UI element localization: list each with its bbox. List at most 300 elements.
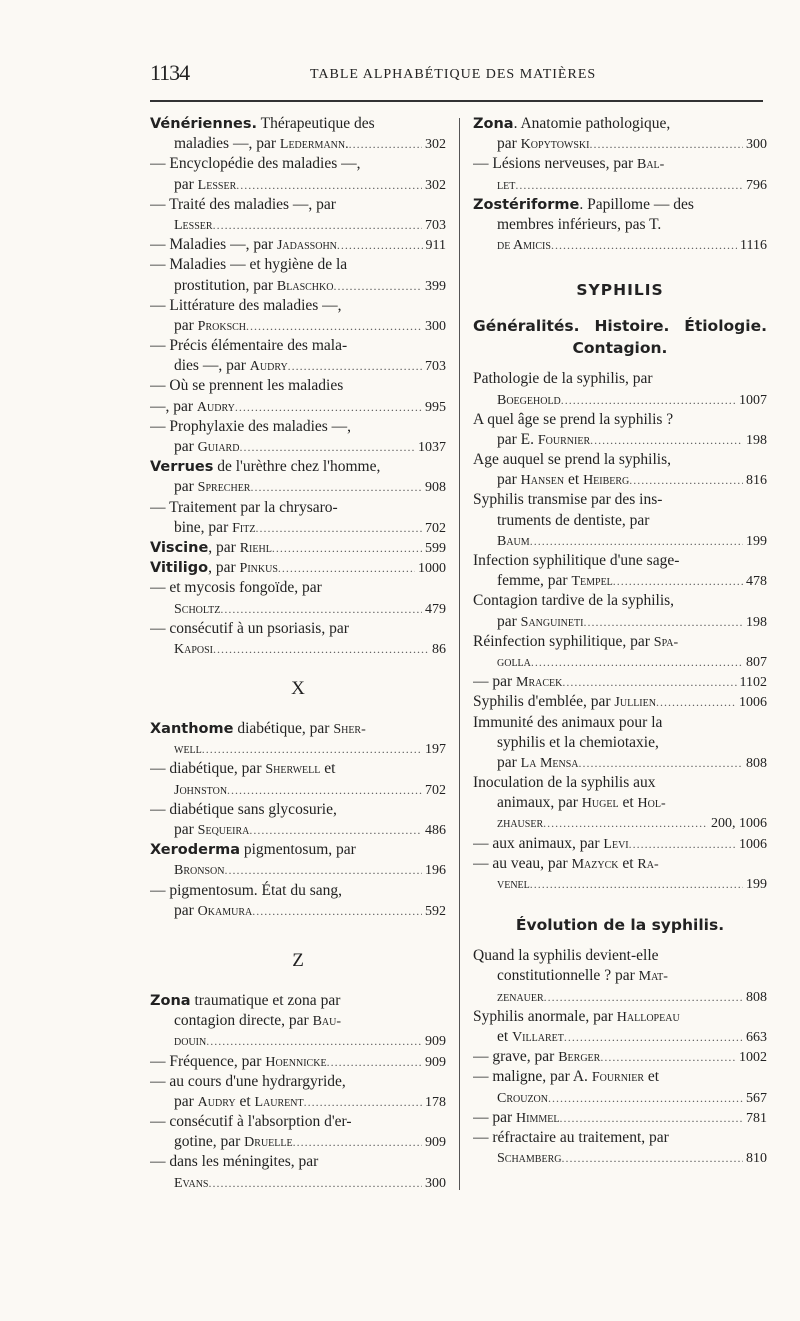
index-line <box>473 1128 767 1148</box>
entry-text: par <box>497 612 521 630</box>
author-name: Audry <box>249 359 288 375</box>
author-name: Fournier <box>591 1070 645 1086</box>
subheading <box>473 315 767 337</box>
index-line <box>150 901 446 921</box>
entry-text: — réfractaire au traitement, par <box>473 1128 669 1146</box>
index-line <box>473 490 767 510</box>
author-name: Mazyck <box>571 856 619 872</box>
index-line <box>150 437 446 457</box>
entry-label <box>174 901 252 921</box>
entry-text: Inoculation de la syphilis aux <box>473 774 656 792</box>
entry-text: par <box>497 135 521 153</box>
entry-text: par <box>497 471 521 489</box>
entry-label <box>174 599 220 619</box>
page-reference: 399 <box>425 278 446 294</box>
index-line <box>150 397 446 417</box>
author-name: Boegehold <box>497 392 561 408</box>
index-line <box>150 175 446 195</box>
entry-label <box>150 538 272 558</box>
author-name: Johnston <box>174 782 228 798</box>
entry-text: femme, par <box>497 572 572 590</box>
author-name: Jadassohn <box>276 238 337 254</box>
author-name: Proksch <box>197 318 247 334</box>
entry-text: — Maladies — et hygiène de la <box>150 256 348 274</box>
page-reference: 663 <box>746 1029 767 1045</box>
running-title: TABLE ALPHABÉTIQUE DES MATIÈRES <box>310 67 597 82</box>
entry-text: — diabétique, par <box>150 760 266 778</box>
page-reference: 592 <box>425 903 446 919</box>
entry-label <box>497 813 543 833</box>
page-reference: 1116 <box>740 238 767 254</box>
author-name: well <box>174 742 202 758</box>
index-line <box>473 946 767 966</box>
headword: Zostériforme <box>473 196 580 213</box>
author-name: Berger <box>558 1050 601 1066</box>
entry-text: —, par <box>150 397 197 415</box>
headword: Xanthome <box>150 721 234 738</box>
left-column <box>150 114 446 1193</box>
index-line <box>473 692 767 712</box>
author-name: Himmel <box>516 1110 560 1126</box>
entry-text: prostitution, par <box>174 276 277 294</box>
author-name: zhauser <box>497 816 544 832</box>
page-reference: 810 <box>746 1151 767 1167</box>
author-name: Fitz <box>232 520 256 536</box>
author-name: Hugel <box>581 796 619 812</box>
index-line <box>473 1047 767 1067</box>
entry-text: par <box>174 901 198 919</box>
author-name: Mat- <box>638 969 668 985</box>
index-line <box>150 134 446 154</box>
entry-label <box>174 1031 206 1051</box>
entry-text: — par <box>473 1108 517 1126</box>
index-line <box>150 276 446 296</box>
entry-text: — diabétique sans glycosurie, <box>150 800 337 818</box>
entry-text: par <box>497 753 521 771</box>
author-name: Baum <box>497 533 530 549</box>
author-name: Ledermann. <box>279 137 349 153</box>
entry-label <box>497 571 613 591</box>
entry-text: — Traité des maladies —, par <box>150 195 336 213</box>
index-line <box>473 773 767 793</box>
entry-text: maladies —, par <box>174 135 280 153</box>
entry-text: . Papillome — des <box>579 195 694 213</box>
dot-leader <box>531 652 743 672</box>
index-line <box>473 713 767 733</box>
entry-text: — maligne, par A. <box>473 1068 592 1086</box>
entry-label <box>473 1047 600 1067</box>
dot-leader <box>600 1047 736 1067</box>
entry-text: Contagion tardive de la syphilis, <box>473 592 675 610</box>
section-title: SYPHILIS <box>576 281 664 300</box>
entry-label <box>497 652 531 672</box>
author-name: Guiard <box>197 440 240 455</box>
author-name: Heiberg <box>583 473 630 489</box>
author-name: Riehl <box>239 540 272 556</box>
entry-label <box>174 276 333 296</box>
index-line <box>473 430 767 450</box>
dot-leader <box>246 316 422 336</box>
subheading-word: Généralités. <box>473 317 580 336</box>
entry-text: Quand la syphilis devient-elle <box>473 947 659 965</box>
index-line <box>150 860 446 880</box>
page-reference: 908 <box>425 480 446 496</box>
author-name: Kaposi <box>174 641 214 657</box>
entry-text: , par <box>208 559 240 577</box>
entry-label <box>174 1173 209 1193</box>
entry-text: Syphilis transmise par des ins- <box>473 491 663 509</box>
index-line <box>473 652 767 672</box>
index-line <box>473 834 767 854</box>
index-line <box>150 1092 446 1112</box>
entry-label <box>174 175 236 195</box>
entry-label <box>497 1088 548 1108</box>
subheading: Évolution de la syphilis. <box>515 916 725 935</box>
index-line <box>473 470 767 490</box>
entry-label <box>174 215 213 235</box>
entry-text: — Traitement par la chrysaro- <box>150 498 338 516</box>
index-line <box>150 780 446 800</box>
index-line <box>150 800 446 820</box>
headword: Verrues <box>150 459 214 476</box>
page-reference: 703 <box>425 359 446 375</box>
dot-leader <box>629 834 736 854</box>
index-line <box>150 1031 446 1051</box>
page-reference: 1006 <box>739 695 767 711</box>
index-line <box>473 632 767 652</box>
page-number: 1134 <box>150 60 190 85</box>
entry-text: dies —, par <box>174 357 250 375</box>
author-name: Hallopeau <box>616 1009 680 1025</box>
column-divider <box>459 118 460 1190</box>
index-line <box>150 376 446 396</box>
author-name: Laurent <box>254 1094 304 1110</box>
entry-label <box>174 477 250 497</box>
author-name: Schamberg <box>497 1151 562 1167</box>
index-line <box>150 1173 446 1193</box>
author-name: Bal- <box>637 157 665 173</box>
page-reference: 808 <box>746 989 767 1005</box>
dot-leader <box>560 1108 744 1128</box>
entry-text: et <box>618 854 638 872</box>
page-reference: 300 <box>425 318 446 334</box>
entry-label <box>174 739 202 759</box>
spacer <box>473 305 767 315</box>
entry-label <box>497 390 561 410</box>
entry-label <box>174 518 255 538</box>
dot-leader <box>250 477 422 497</box>
dot-leader <box>249 820 422 840</box>
index-line <box>473 450 767 470</box>
author-name: La Mensa <box>520 755 579 771</box>
index-line <box>150 599 446 619</box>
entry-text: Syphilis d'emblée, par <box>473 693 615 711</box>
author-name: Bronson <box>174 863 225 879</box>
page-reference: 702 <box>425 520 446 536</box>
page-reference: 1006 <box>739 836 767 852</box>
entry-text: — Littérature des maladies —, <box>150 296 342 314</box>
header-rule <box>150 100 763 102</box>
headword: Vitiligo <box>150 560 209 577</box>
index-line <box>150 1011 446 1031</box>
entry-text: contagion directe, par <box>174 1012 313 1030</box>
headword-line <box>150 558 446 578</box>
index-line <box>150 1132 446 1152</box>
author-name: let <box>497 177 516 193</box>
headword-line <box>150 114 446 134</box>
index-line <box>473 390 767 410</box>
page-reference: 1000 <box>418 561 446 577</box>
dot-leader <box>530 531 743 551</box>
dot-leader <box>220 599 422 619</box>
entry-label <box>174 356 288 376</box>
dot-leader <box>579 753 743 773</box>
spacer <box>473 359 767 369</box>
author-name: Scholtz <box>174 601 221 617</box>
entry-text: — pigmentosum. État du sang, <box>150 881 343 899</box>
spacer <box>150 709 446 719</box>
page-reference: 1102 <box>739 675 767 691</box>
dot-leader <box>561 1148 743 1168</box>
index-line <box>150 215 446 235</box>
author-name: douin <box>174 1034 207 1050</box>
page-reference: 911 <box>425 238 446 254</box>
entry-text: par <box>174 316 198 334</box>
page-reference: 86 <box>432 641 446 657</box>
entry-label <box>497 470 629 490</box>
headword-line <box>473 114 767 134</box>
index-line <box>150 477 446 497</box>
author-name: Levi <box>603 836 629 852</box>
author-name: Druelle <box>244 1135 293 1151</box>
entry-text: Thérapeutique des <box>257 115 375 132</box>
page-reference: 807 <box>746 654 767 670</box>
entry-text: animaux, par <box>497 794 582 812</box>
author-name: Ra- <box>637 856 659 872</box>
dot-leader <box>236 175 422 195</box>
entry-text: — et mycosis fongoïde, par <box>150 579 322 597</box>
entry-text: — Prophylaxie des maladies —, <box>150 417 352 435</box>
page-reference: 302 <box>425 177 446 193</box>
entry-text: constitutionnelle ? par <box>497 967 639 985</box>
index-line <box>473 987 767 1007</box>
entry-label <box>174 780 227 800</box>
page-reference: 197 <box>425 742 446 758</box>
index-line <box>473 672 767 692</box>
author-name: Sprecher <box>197 480 251 496</box>
dot-leader <box>530 874 743 894</box>
spacer <box>150 921 446 941</box>
entry-text: par E. <box>497 430 538 448</box>
dot-leader <box>629 470 743 490</box>
entry-text: — Encyclopédie des maladies —, <box>150 155 361 173</box>
page-reference: 816 <box>746 473 767 489</box>
page-reference: 199 <box>746 533 767 549</box>
index-line <box>150 881 446 901</box>
index-line <box>150 1072 446 1092</box>
headword-line <box>150 719 446 739</box>
spacer <box>473 255 767 275</box>
index-line <box>150 619 446 639</box>
page-reference: 200, 1006 <box>711 816 767 832</box>
author-name: Mracek <box>516 675 563 691</box>
index-line <box>473 874 767 894</box>
entry-label <box>497 1148 561 1168</box>
page-reference: 995 <box>425 399 446 415</box>
author-name: Fournier <box>537 432 591 448</box>
entry-text: — consécutif à un psoriasis, par <box>150 619 349 637</box>
spacer <box>150 659 446 669</box>
entry-text: — dans les méningites, par <box>150 1153 319 1171</box>
page-reference: 486 <box>425 823 446 838</box>
entry-text: et <box>644 1068 660 1086</box>
section-letter: X <box>291 678 305 700</box>
author-name: Lesser <box>174 217 213 233</box>
entry-text: — Fréquence, par <box>150 1052 266 1070</box>
entry-text: par <box>174 478 198 496</box>
author-name: de Amicis <box>497 238 551 254</box>
page-reference: 479 <box>425 601 446 617</box>
page-reference: 567 <box>746 1090 767 1106</box>
entry-label <box>497 1027 564 1047</box>
entry-text: — grave, par <box>473 1048 559 1066</box>
dot-leader <box>515 175 743 195</box>
page-reference: 781 <box>746 1110 767 1126</box>
author-name: Hol- <box>637 796 666 812</box>
entry-text: de l'urèthre chez l'homme, <box>213 458 381 476</box>
author-name: Tempel <box>571 574 613 590</box>
entry-text: par <box>174 1092 198 1110</box>
dot-leader <box>288 356 422 376</box>
entry-label <box>497 531 530 551</box>
dot-leader <box>583 612 743 632</box>
page-reference: 1037 <box>418 440 446 455</box>
headword: Viscine <box>150 539 209 556</box>
page-reference: 1007 <box>739 392 767 408</box>
dot-leader <box>562 672 736 692</box>
author-name: Crouzon <box>497 1090 549 1106</box>
index-line <box>150 739 446 759</box>
dot-leader <box>235 397 422 417</box>
dot-leader <box>209 1173 423 1193</box>
entry-text: truments de dentiste, par <box>497 511 650 529</box>
entry-text: par <box>174 438 198 455</box>
index-line <box>473 571 767 591</box>
author-name: Blaschko <box>276 278 334 294</box>
index-line <box>473 1148 767 1168</box>
entry-text: membres inférieurs, pas T. <box>497 215 662 233</box>
index-line <box>473 511 767 531</box>
entry-text: traumatique et zona par <box>190 991 341 1009</box>
author-name: Pinkus <box>239 561 278 577</box>
entry-label <box>497 987 544 1007</box>
author-name: golla <box>497 654 531 670</box>
dot-leader <box>349 134 422 154</box>
headword-line <box>150 991 446 1011</box>
index-line <box>473 1027 767 1047</box>
page-reference: 302 <box>425 137 446 153</box>
author-name: Audry <box>196 399 235 415</box>
index-line <box>150 498 446 518</box>
index-line <box>473 134 767 154</box>
index-line <box>473 154 767 174</box>
dot-leader <box>227 780 422 800</box>
entry-label <box>150 397 235 417</box>
index-line <box>150 154 446 174</box>
headword: Zona <box>473 116 514 132</box>
page-reference: 198 <box>746 432 767 448</box>
entry-text: Immunité des animaux pour la <box>473 713 663 731</box>
page-reference: 909 <box>425 1054 446 1070</box>
author-name: Sanguineti <box>520 614 584 630</box>
headword: Xeroderma <box>150 842 240 859</box>
dot-leader <box>213 215 422 235</box>
page-reference: 796 <box>746 177 767 193</box>
author-name: Sher- <box>333 722 366 738</box>
page-reference: 199 <box>746 877 767 892</box>
author-name: Sequeira <box>197 823 250 838</box>
entry-label <box>150 235 337 255</box>
page-reference: 909 <box>425 1135 446 1151</box>
dot-leader <box>206 1031 422 1051</box>
index-line <box>150 1152 446 1172</box>
entry-label <box>497 175 515 195</box>
entry-label <box>174 820 249 840</box>
index-line <box>473 813 767 833</box>
dot-leader <box>202 739 422 759</box>
index-line <box>150 235 446 255</box>
index-line <box>150 195 446 215</box>
index-line <box>150 639 446 659</box>
index-line <box>150 356 446 376</box>
dot-leader <box>543 813 708 833</box>
entry-text: gotine, par <box>174 1133 245 1151</box>
entry-text: et <box>618 794 638 812</box>
index-line <box>473 753 767 773</box>
headword-line <box>150 840 446 860</box>
index-line <box>473 175 767 195</box>
page-reference: 702 <box>425 782 446 798</box>
index-line <box>473 410 767 430</box>
author-name: Hoennicke <box>265 1054 327 1070</box>
dot-leader <box>564 1027 743 1047</box>
entry-label <box>473 692 656 712</box>
page-reference: 300 <box>746 137 767 153</box>
index-line <box>473 591 767 611</box>
entry-text: — Lésions nerveuses, par <box>473 155 637 173</box>
entry-label <box>174 316 246 336</box>
dot-leader <box>613 571 743 591</box>
entry-text: Age auquel se prend la syphilis, <box>473 451 672 469</box>
page-reference: 300 <box>425 1175 446 1191</box>
entry-label <box>174 1132 293 1152</box>
index-line <box>473 551 767 571</box>
dot-leader <box>590 134 744 154</box>
page-reference: 808 <box>746 755 767 771</box>
entry-text: , par <box>208 538 240 556</box>
entry-text: — Précis élémentaire des mala- <box>150 337 348 355</box>
entry-label <box>174 437 239 457</box>
entry-text: — aux animaux, par <box>473 834 604 852</box>
page-reference: 178 <box>425 1094 446 1110</box>
index-line <box>150 518 446 538</box>
page-reference: 599 <box>425 540 446 556</box>
page-reference: 1002 <box>739 1050 767 1066</box>
author-name: Lesser <box>197 177 237 193</box>
author-name: Audry <box>197 1094 236 1110</box>
index-line <box>150 578 446 598</box>
index-line <box>473 1108 767 1128</box>
